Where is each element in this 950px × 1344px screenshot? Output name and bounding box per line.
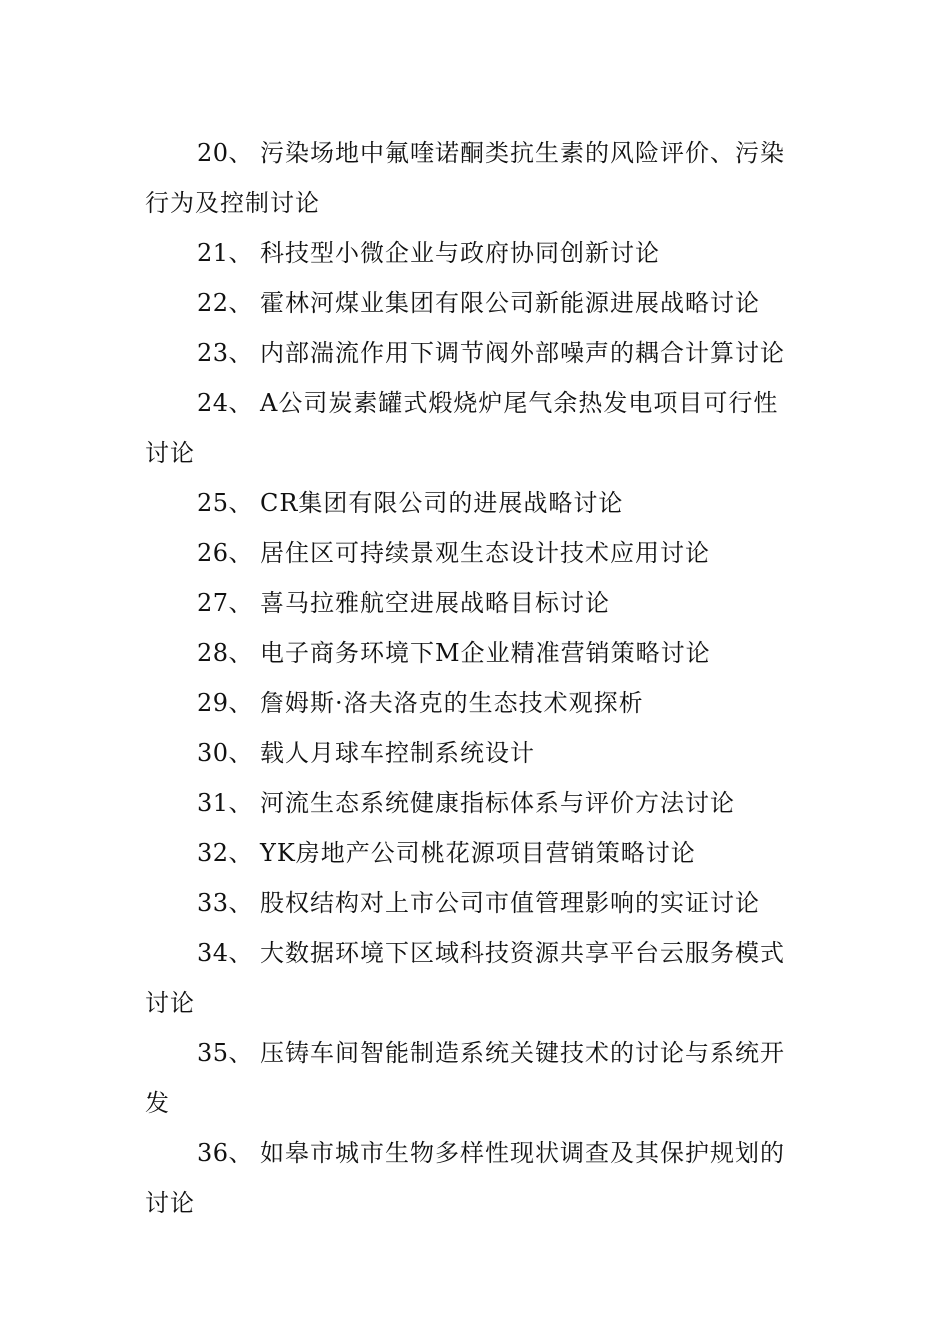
list-item [145, 528, 805, 578]
item-number: 32、 [197, 839, 254, 867]
item-title: 股权结构对上市公司市值管理影响的实证讨论 [260, 889, 760, 917]
list-item-first-line [145, 328, 805, 378]
item-title: 内部湍流作用下调节阀外部噪声的耦合计算讨论 [260, 339, 785, 367]
item-title: 大数据环境下区域科技资源共享平台云服务模式 [260, 939, 785, 967]
list-item-first-line [145, 728, 805, 778]
item-title: 詹姆斯·洛夫洛克的生态技术观探析 [260, 689, 644, 717]
item-title: 压铸车间智能制造系统关键技术的讨论与系统开 [260, 1039, 785, 1067]
list-item-first-line [145, 928, 805, 978]
topic-list [145, 128, 805, 1228]
list-item [145, 828, 805, 878]
item-title: 电子商务环境下M企业精准营销策略讨论 [260, 639, 711, 667]
item-title: YK房地产公司桃花源项目营销策略讨论 [260, 839, 696, 867]
list-item-first-line [145, 878, 805, 928]
item-number: 23、 [197, 339, 254, 367]
list-item-first-line [145, 778, 805, 828]
item-number: 25、 [197, 489, 254, 517]
list-item [145, 778, 805, 828]
list-item [145, 328, 805, 378]
item-title: 如皋市城市生物多样性现状调查及其保护规划的 [260, 1139, 785, 1167]
item-title: A公司炭素罐式煅烧炉尾气余热发电项目可行性 [260, 389, 779, 417]
item-number: 35、 [197, 1039, 254, 1067]
list-item [145, 478, 805, 528]
item-number: 29、 [197, 689, 254, 717]
item-title-continuation: 讨论 [145, 989, 195, 1017]
item-number: 28、 [197, 639, 254, 667]
item-title-continuation: 行为及控制讨论 [145, 189, 320, 217]
list-item [145, 378, 805, 478]
list-item-first-line [145, 128, 805, 178]
item-number: 36、 [197, 1139, 254, 1167]
item-number: 20、 [197, 139, 254, 167]
item-number: 33、 [197, 889, 254, 917]
item-title: 污染场地中氟喹诺酮类抗生素的风险评价、污染 [260, 139, 785, 167]
item-title: 河流生态系统健康指标体系与评价方法讨论 [260, 789, 735, 817]
item-number: 21、 [197, 239, 254, 267]
item-number: 26、 [197, 539, 254, 567]
item-title: 霍林河煤业集团有限公司新能源进展战略讨论 [260, 289, 760, 317]
item-number: 31、 [197, 789, 254, 817]
item-number: 22、 [197, 289, 254, 317]
list-item-first-line [145, 628, 805, 678]
list-item [145, 128, 805, 228]
list-item-first-line [145, 828, 805, 878]
list-item [145, 628, 805, 678]
item-title: 科技型小微企业与政府协同创新讨论 [260, 239, 660, 267]
item-number: 30、 [197, 739, 254, 767]
list-item [145, 728, 805, 778]
list-item [145, 878, 805, 928]
item-number: 34、 [197, 939, 254, 967]
list-item [145, 228, 805, 278]
item-title: 载人月球车控制系统设计 [260, 739, 535, 767]
list-item [145, 678, 805, 728]
list-item-first-line [145, 578, 805, 628]
list-item-first-line [145, 528, 805, 578]
item-title: 居住区可持续景观生态设计技术应用讨论 [260, 539, 710, 567]
list-item [145, 928, 805, 1028]
item-title-continuation: 讨论 [145, 1189, 195, 1217]
list-item-first-line [145, 478, 805, 528]
list-item-first-line [145, 678, 805, 728]
item-title-continuation: 讨论 [145, 439, 195, 467]
list-item [145, 1128, 805, 1228]
list-item-first-line [145, 228, 805, 278]
list-item-first-line [145, 378, 805, 428]
list-item [145, 578, 805, 628]
item-title-continuation: 发 [145, 1089, 170, 1117]
item-title: CR集团有限公司的进展战略讨论 [260, 489, 624, 517]
list-item [145, 278, 805, 328]
list-item-first-line [145, 1128, 805, 1178]
item-number: 27、 [197, 589, 254, 617]
item-title: 喜马拉雅航空进展战略目标讨论 [260, 589, 610, 617]
list-item-first-line [145, 278, 805, 328]
list-item-first-line [145, 1028, 805, 1078]
list-item [145, 1028, 805, 1128]
item-number: 24、 [197, 389, 254, 417]
